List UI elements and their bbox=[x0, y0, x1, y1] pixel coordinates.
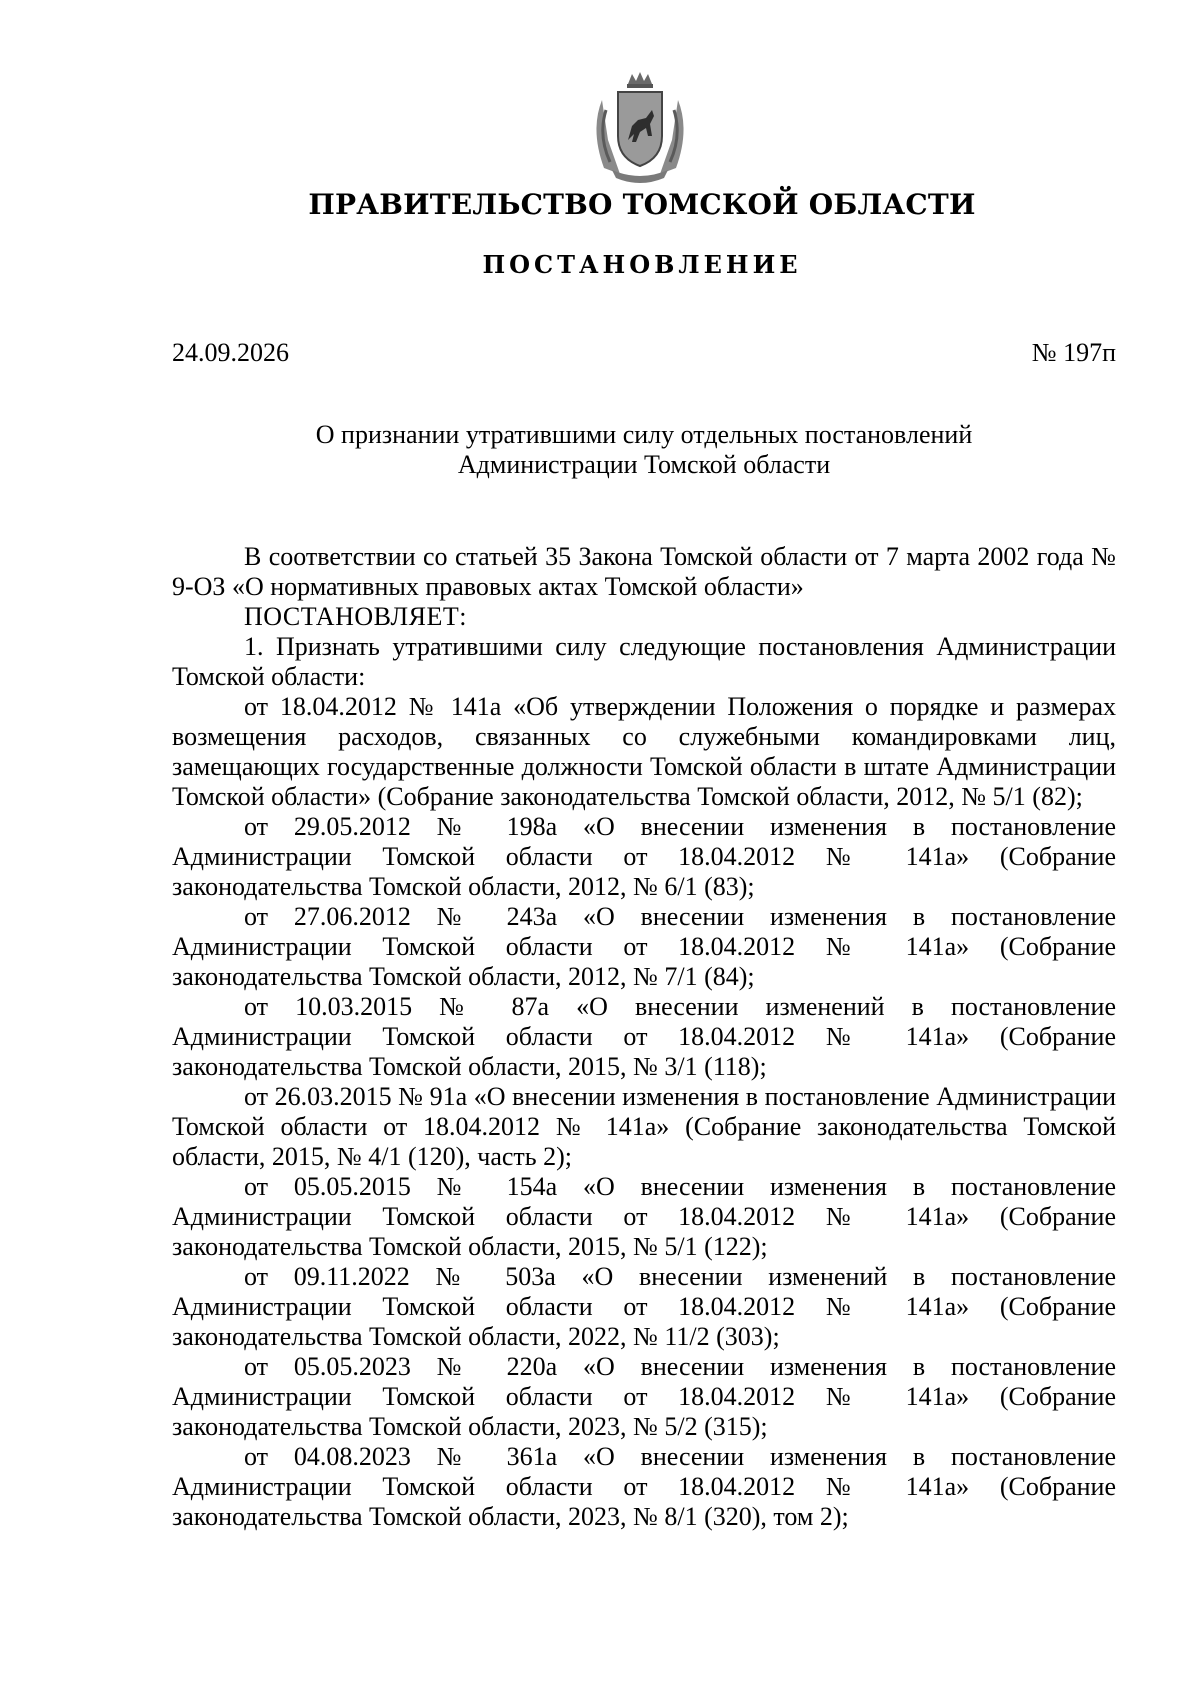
document-number: № 197п bbox=[1031, 338, 1116, 367]
document-date: 24.09.2026 bbox=[172, 338, 289, 367]
subject-line: О признании утратившими силу отдельных постановлений bbox=[315, 420, 973, 449]
document-type-title: ПОСТАНОВЛЕНИЕ bbox=[482, 250, 802, 279]
subject-line: Администрации Томской области bbox=[457, 450, 831, 479]
organization-title: ПРАВИТЕЛЬСТВО ТОМСКОЙ ОБЛАСТИ bbox=[308, 188, 976, 221]
document-subject bbox=[172, 420, 1116, 480]
document-body bbox=[172, 542, 1116, 1532]
act-entry: от 10.03.2015 № 87а «О внесении изменений в постановление Администрации Томской области от 18.04.2012 № 141а» (Собрание законодательства Томской области, 2015, № 3/1 (118); bbox=[172, 992, 1116, 1081]
act-entry: от 27.06.2012 № 243а «О внесении изменения в постановление Администрации Томской области от 18.04.2012 № 141а» (Собрание законодательства Томской области, 2012, № 7/1 (84); bbox=[172, 902, 1116, 991]
act-entry: от 05.05.2015 № 154а «О внесении изменения в постановление Администрации Томской области от 18.04.2012 № 141а» (Собрание законодательства Томской области, 2015, № 5/1 (122); bbox=[172, 1172, 1116, 1261]
decree-word: ПОСТАНОВЛЯЕТ: bbox=[244, 602, 467, 631]
act-entry: от 18.04.2012 № 141а «Об утверждении Положения о порядке и размерах возмещения расходов, связанных со служебными командировками лиц, замещающих государственные должности Томской области в штате Администрации Томской области» (Собрание законодательства Томской области, 2012, № 5/1 (82); bbox=[172, 692, 1116, 811]
act-entry: от 29.05.2012 № 198а «О внесении изменения в постановление Администрации Томской области от 18.04.2012 № 141а» (Собрание законодательства Томской области, 2012, № 6/1 (83); bbox=[172, 812, 1116, 901]
item-1-paragraph: 1. Признать утратившими силу следующие постановления Администрации Томской области: bbox=[172, 632, 1116, 691]
act-entry: от 05.05.2023 № 220а «О внесении изменения в постановление Администрации Томской области от 18.04.2012 № 141а» (Собрание законодательства Томской области, 2023, № 5/2 (315); bbox=[172, 1352, 1116, 1441]
coat-of-arms-icon bbox=[580, 70, 700, 185]
act-entry: от 26.03.2015 № 91а «О внесении изменения в постановление Администрации Томской области от 18.04.2012 № 141а» (Собрание законодательства Томской области, 2015, № 4/1 (120), часть 2); bbox=[172, 1082, 1116, 1171]
act-entry: от 09.11.2022 № 503а «О внесении изменений в постановление Администрации Томской области от 18.04.2012 № 141а» (Собрание законодательства Томской области, 2022, № 11/2 (303); bbox=[172, 1262, 1116, 1351]
act-entry: от 04.08.2023 № 361а «О внесении изменения в постановление Администрации Томской области от 18.04.2012 № 141а» (Собрание законодательства Томской области, 2023, № 8/1 (320), том 2); bbox=[172, 1442, 1116, 1531]
preamble-paragraph: В соответствии со статьей 35 Закона Томской области от 7 марта 2002 года № 9-ОЗ «О нормативных правовых актах Томской области» bbox=[172, 542, 1116, 601]
